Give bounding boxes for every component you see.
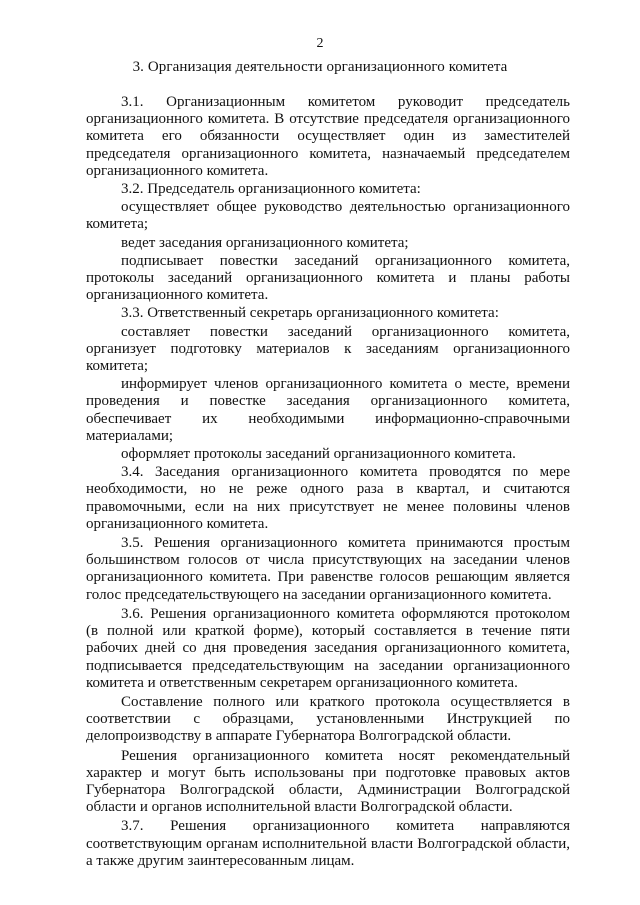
- paragraph-3-5: 3.5. Решения организационного комитета принимаются простым большинством голосов от числа присутствующих на заседании членов организационного комитета. При равенстве голосов решающим является голос председательствующего на заседании организационного комитета.: [86, 535, 570, 603]
- paragraph-3-6-protocol: Составление полного или краткого протокола осуществляется в соответствии с образцами, установленными Инструкцией по делопроизводству в аппарате Губернатора Волгоградской области.: [86, 693, 570, 745]
- paragraph-3-2-item-2: ведет заседания организационного комитета;: [121, 234, 409, 251]
- document-body: [86, 94, 570, 871]
- paragraph-3-6-recommendations: Решения организационного комитета носят рекомендательный характер и могут быть использованы при подготовке правовых актов Губернатора Волгоградской области, Администрации Волгоградской области и органов исполнительной власти Волгоградской области.: [86, 747, 570, 816]
- paragraph-3-6: 3.6. Решения организационного комитета оформляются протоколом (в полной или краткой форме), который составляется в течение пяти рабочих дней со дня проведения заседания организационного комитета, подписывается председательствующим на заседании организационного комитета и ответственным секретарем организационного комитета.: [86, 605, 570, 691]
- paragraph-3-2-item-3: подписывает повестки заседаний организационного комитета, протоколы заседаний организационного комитета и планы работы организационного комитета.: [86, 252, 570, 304]
- section-title: 3. Организация деятельности организационного комитета: [132, 59, 508, 75]
- paragraph-3-4: 3.4. Заседания организационного комитета проводятся по мере необходимости, но не реже одного раза в квартал, и считаются правомочными, если на них присутствует не менее половины членов организационного комитета.: [86, 464, 570, 532]
- paragraph-3-2: 3.2. Председатель организационного комитета:: [121, 181, 421, 198]
- paragraph-3-1: 3.1. Организационным комитетом руководит председатель организационного комитета. В отсутствие председателя организационного комитета его обязанности осуществляет один из заместителей председателя организационного комитета, назначаемый председателем организационного комитета.: [86, 94, 570, 179]
- paragraph-3-3: 3.3. Ответственный секретарь организационного комитета:: [121, 305, 499, 322]
- paragraph-3-3-item-2: информирует членов организационного комитета о месте, времени проведения и повестке заседания организационного комитета, обеспечивает их необходимыми информационно-справочными материалами;: [86, 376, 570, 444]
- paragraph-3-7: 3.7. Решения организационного комитета направляются соответствующим органам исполнительной власти Волгоградской области, а также другим заинтересованным лицам.: [86, 818, 570, 869]
- paragraph-3-3-item-1: составляет повестки заседаний организационного комитета, организует подготовку материалов к заседаниям организационного комитета;: [86, 323, 570, 375]
- page-number: 2: [316, 36, 324, 51]
- paragraph-3-3-item-3: оформляет протоколы заседаний организационного комитета.: [121, 446, 516, 463]
- paragraph-3-2-item-1: осуществляет общее руководство деятельностью организационного комитета;: [86, 199, 570, 233]
